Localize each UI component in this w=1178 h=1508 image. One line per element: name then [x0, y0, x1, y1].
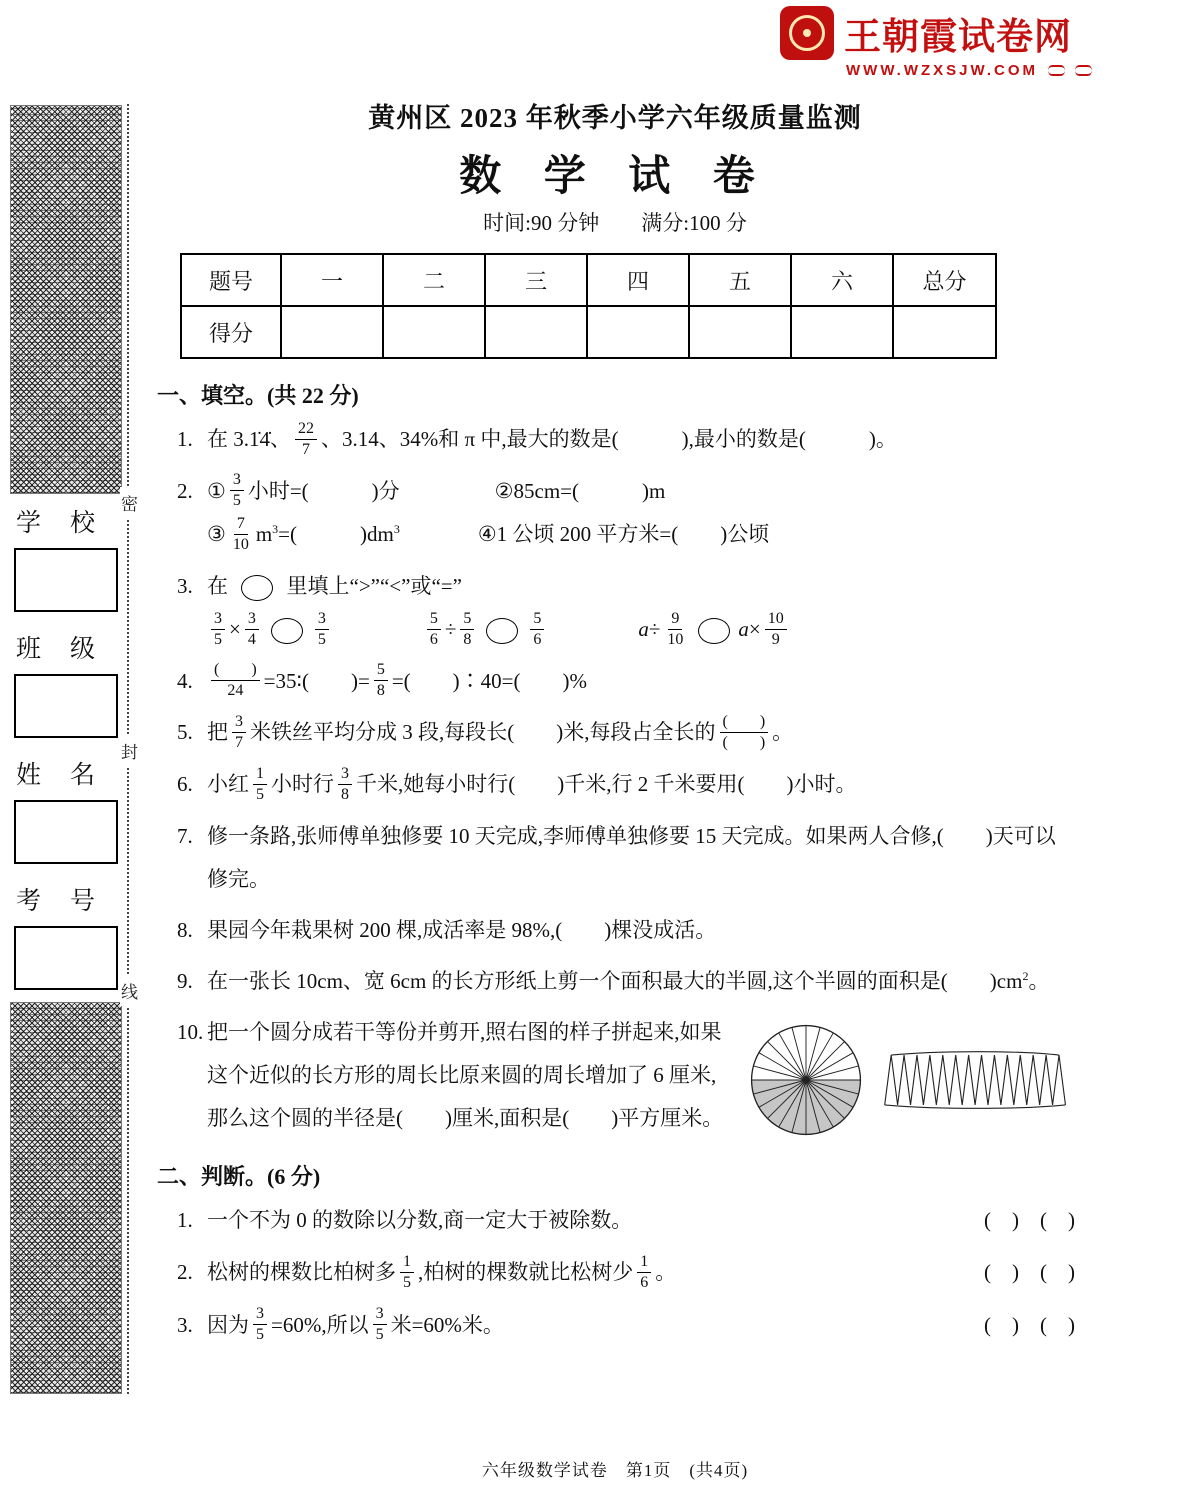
- fraction: $\frac{3}{5}$: [253, 1304, 267, 1345]
- score-header-6: 六: [791, 254, 893, 306]
- fraction: $\frac{5}{6}$: [530, 609, 544, 650]
- question-10: [155, 1011, 1075, 1140]
- score-cell[interactable]: [281, 306, 383, 358]
- question-10-figures: [745, 1019, 1075, 1141]
- score-table: [180, 253, 997, 359]
- wave-decoration-icon: [1048, 65, 1065, 76]
- question-8: [155, 909, 1075, 952]
- exam-number-label: 考 号: [16, 888, 98, 915]
- fraction: $\frac{5}{8}$: [374, 660, 388, 701]
- decorative-lace-border-top: [10, 105, 122, 494]
- question-number: 6.: [177, 772, 193, 797]
- question-text: 在 3.1̇4̇、 $\frac{22}{7}$ 、3.14、34%和 π 中,最大的数是( ),最小的数是( )。: [207, 419, 897, 458]
- circle-sectors-figure: [745, 1019, 867, 1141]
- question-number: 1.: [177, 1208, 193, 1233]
- decorative-lace-border-bottom: [10, 1002, 122, 1394]
- question-text: ① $\frac{3}{5}$ 小时=( )分 ②85cm=( )m ③ $\frac{7}{10}$ $m^3=$( )$dm^3$ ④1 公顷 200 平方米=( )公顷: [207, 471, 770, 554]
- fraction: $\frac{3}{5}$: [315, 609, 329, 650]
- question-number: 10.: [177, 1020, 204, 1045]
- score-header-5: 五: [689, 254, 791, 306]
- fraction: $\frac{3}{8}$: [338, 764, 352, 805]
- score-row-label: 得分: [181, 306, 281, 358]
- question-text: 因为 $\frac{3}{5}$ =60%,所以 $\frac{3}{5}$ 米=60%米。: [207, 1305, 504, 1344]
- judgment-3: [155, 1302, 1075, 1348]
- score-header-total: 总分: [893, 254, 996, 306]
- section1-title: 一、填空。(共 22 分): [157, 383, 359, 408]
- exam-subject-title: 数 学 试 卷: [459, 154, 771, 200]
- score-cell[interactable]: [893, 306, 996, 358]
- exam-title: 黄州区 2023 年秋季小学六年级质量监测: [368, 103, 862, 133]
- question-6: [155, 763, 1075, 807]
- fraction: $\frac{22}{7}$: [295, 419, 317, 460]
- exam-number-field: [14, 881, 120, 990]
- fraction: $\frac{3}{5}$: [230, 470, 244, 511]
- fraction: $\frac{3}{5}$: [211, 609, 225, 650]
- question-number: 2.: [177, 478, 193, 503]
- brand-emblem-icon: [780, 6, 834, 60]
- question-number: 4.: [177, 668, 193, 693]
- judgment-2: [155, 1249, 1075, 1295]
- fraction: $\frac{3}{4}$: [245, 609, 259, 650]
- fraction: $\frac{9}{10}$: [667, 609, 684, 648]
- answer-brackets[interactable]: ( ) ( ): [984, 1312, 1075, 1337]
- question-text: 修一条路,张师傅单独修要 10 天完成,李师傅单独修要 15 天完成。如果两人合修,( )天可以修完。: [207, 823, 1056, 891]
- school-field: [14, 503, 120, 612]
- compare-circle: [271, 618, 303, 644]
- fraction: $\frac{5}{6}$: [427, 609, 441, 650]
- fraction: $\frac{3}{7}$: [232, 712, 246, 753]
- question-number: 3.: [177, 574, 193, 599]
- judgment-1: [155, 1197, 1075, 1243]
- assembled-rectangle-figure: [881, 1047, 1071, 1113]
- question-number: 1.: [177, 427, 193, 451]
- brand-logo: [780, 6, 1092, 79]
- question-text: $\frac{( )}{24}$ =35∶( )= $\frac{5}{8}$ =( )∶40=( )%: [207, 669, 587, 693]
- question-5: [155, 711, 1075, 755]
- fraction: $\frac{7}{10}$: [232, 515, 249, 554]
- class-input-box[interactable]: [14, 674, 118, 738]
- compare-circle: [698, 618, 730, 644]
- score-header-1: 一: [281, 254, 383, 306]
- fraction: $\frac{( )}{24}$: [211, 660, 260, 701]
- score-cell[interactable]: [485, 306, 587, 358]
- fraction: $\frac{5}{8}$: [460, 609, 474, 650]
- question-3: [155, 565, 1075, 652]
- question-number: 3.: [177, 1312, 193, 1337]
- score-cell[interactable]: [587, 306, 689, 358]
- name-label: 姓 名: [16, 762, 98, 789]
- fraction: $\frac{1}{6}$: [637, 1252, 651, 1293]
- seal-char-feng: 封: [120, 735, 139, 766]
- question-text: 一个不为 0 的数除以分数,商一定大于被除数。: [207, 1208, 633, 1233]
- score-header-4: 四: [587, 254, 689, 306]
- answer-brackets[interactable]: ( ) ( ): [984, 1260, 1075, 1285]
- question-text: 果园今年栽果树 200 棵,成活率是 98%,( )棵没成活。: [207, 917, 717, 942]
- question-9: [155, 960, 1075, 1003]
- score-header-2: 二: [383, 254, 485, 306]
- school-input-box[interactable]: [14, 548, 118, 612]
- answer-brackets[interactable]: ( ) ( ): [984, 1208, 1075, 1233]
- score-header-timu: 题号: [181, 254, 281, 306]
- exam-meta: 时间:90 分钟 满分:100 分: [483, 211, 747, 235]
- fraction: $\frac{( )}{( )}$: [720, 712, 769, 753]
- score-cell[interactable]: [791, 306, 893, 358]
- page-footer: 六年级数学试卷 第1页 (共4页): [481, 1461, 749, 1480]
- question-number: 8.: [177, 917, 193, 942]
- question-4: [155, 660, 1075, 704]
- score-cell[interactable]: [383, 306, 485, 358]
- question-number: 2.: [177, 1260, 193, 1285]
- question-text: 在一张长 10cm、宽 6cm 的长方形纸上剪一个面积最大的半圆,这个半圆的面积是( )$cm^2$。: [207, 969, 1050, 993]
- class-field: [14, 629, 120, 738]
- question-text: 小红 $\frac{1}{5}$ 小时行 $\frac{3}{8}$ 千米,她每小时行( )千米,行 2 千米要用( )小时。: [207, 764, 857, 803]
- score-header-3: 三: [485, 254, 587, 306]
- student-info-fields: [14, 503, 120, 1007]
- fraction: $\frac{1}{5}$: [253, 764, 267, 805]
- question-number: 9.: [177, 969, 193, 993]
- seal-char-xian: 线: [120, 975, 139, 1006]
- exam-number-input-box[interactable]: [14, 926, 118, 990]
- question-text: 把一个圆分成若干等份并剪开,照右图的样子拼起来,如果这个近似的长方形的周长比原来圆的周长增加了 6 厘米,那么这个圆的半径是( )厘米,面积是( )平方厘米。: [207, 1020, 724, 1131]
- question-number: 7.: [177, 823, 193, 848]
- compare-circle: [486, 618, 518, 644]
- question-7: [155, 815, 1075, 901]
- class-label: 班 级: [16, 636, 98, 663]
- question-text: 把 $\frac{3}{7}$ 米铁丝平均分成 3 段,每段长( )米,每段占全长的 $\frac{( )}{( )}$ 。: [207, 713, 794, 752]
- question-text: 在 里填上“>”“<”或“=” $\frac{3}{5}$ × $\frac{3}{4}$ $\frac{3}{5}$ $\frac{5}{6}$ ÷ $\frac{5}{8}$ $\frac{5}{6}$ a÷ $\frac{9}{10}$ a× $\frac{10}{9}$: [207, 574, 791, 641]
- score-cell[interactable]: [689, 306, 791, 358]
- fraction: $\frac{3}{5}$: [373, 1304, 387, 1345]
- main-content: [155, 96, 1075, 1354]
- fraction: $\frac{10}{9}$: [765, 609, 787, 650]
- question-number: 5.: [177, 720, 193, 745]
- brand-url: WWW.WZXSJW.COM: [846, 62, 1038, 79]
- question-text: 松树的棵数比柏树多 $\frac{1}{5}$ ,柏树的棵数就比松树少 $\frac{1}{6}$ 。: [207, 1253, 677, 1292]
- name-field: [14, 755, 120, 864]
- compare-circle: [241, 575, 273, 601]
- brand-name: 王朝霞试卷网: [844, 17, 1072, 58]
- question-1: [155, 418, 1075, 462]
- wave-decoration-icon: [1075, 65, 1092, 76]
- fraction: $\frac{1}{5}$: [400, 1252, 414, 1293]
- seal-char-mi: 密: [120, 487, 139, 518]
- name-input-box[interactable]: [14, 800, 118, 864]
- question-2: [155, 470, 1075, 557]
- school-label: 学 校: [16, 510, 98, 537]
- section2-title: 二、判断。(6 分): [157, 1164, 321, 1190]
